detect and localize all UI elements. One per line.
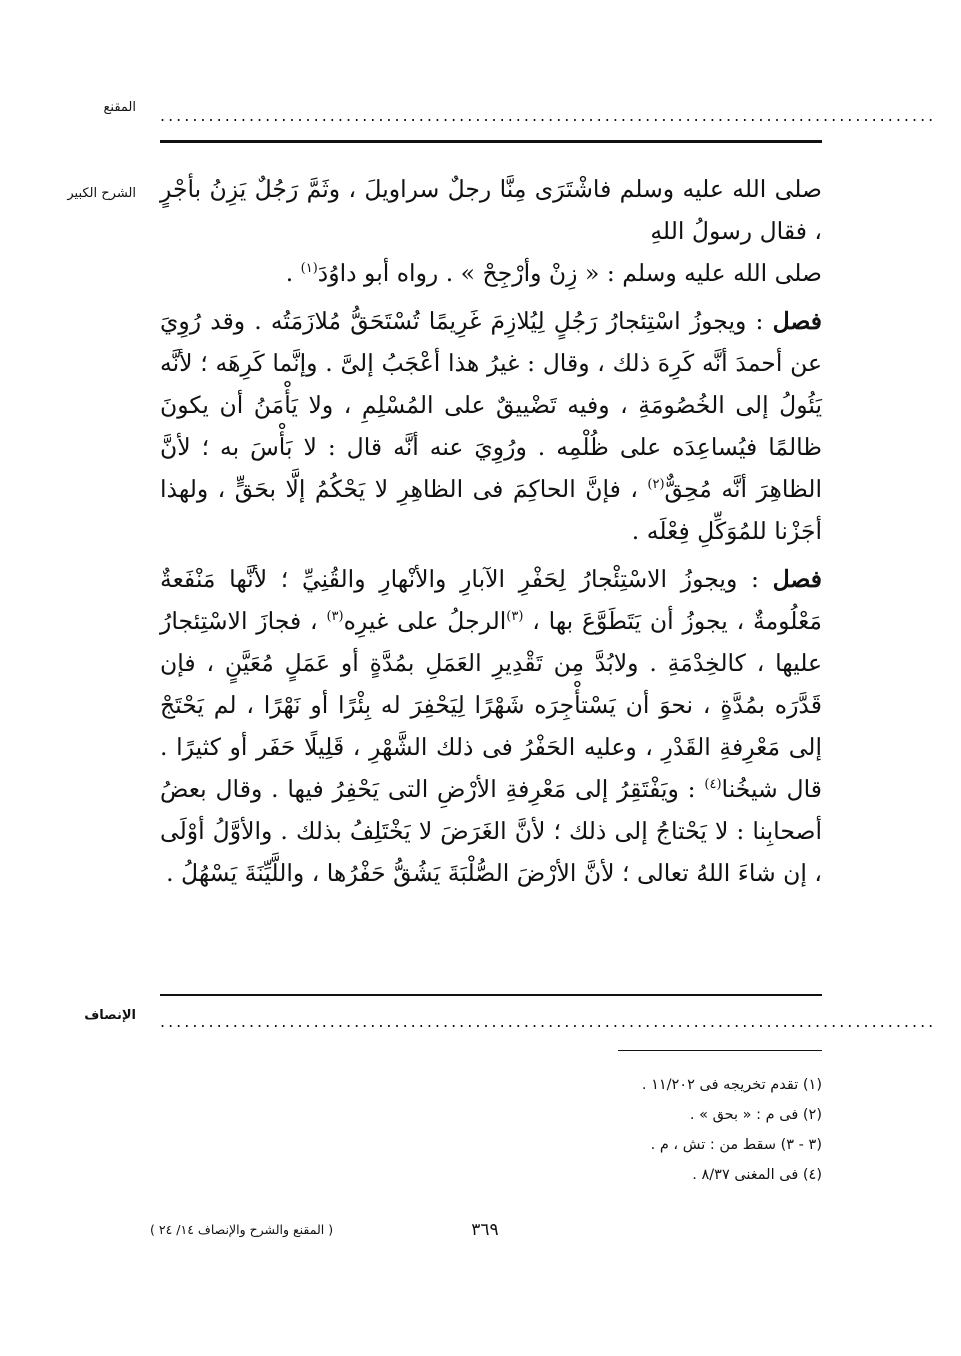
sharh-line-1: صلى الله عليه وسلم فاشْتَرَى مِنَّا رجلٌ سراويلَ ، وثَمَّ رَجُلٌ يَزِنُ بأجْرٍ ، فقال رسولُ اللهِ: [160, 175, 822, 245]
footnote-2: (٢) فى م : « بحق » .: [689, 1107, 822, 1123]
fasl-2-text-b: الرجلُ على غيرِه: [343, 607, 507, 635]
footnote-marker-3-open: (٣): [506, 609, 524, 625]
fasl-1-paragraph: [160, 300, 822, 552]
footnote-separator: [618, 1050, 822, 1051]
fasl-2-text-a: : ويجوزُ الاسْتِئْجارُ لِحَفْرِ الآبارِ والأنْهارِ والقُنِيِّ ؛ لأنَّها مَنْفَعةٌ مَعْلُومةٌ ، يجوزُ أن يَتَطَوَّعَ بها ،: [160, 565, 823, 635]
footnote-marker-4: (٤): [704, 777, 722, 793]
sharh-line-2-text: صلى الله عليه وسلم : « زِنْ وأرْجِحْ » . رواه أبو داوُدَ: [317, 259, 822, 287]
fasl-2-heading: فصل: [772, 565, 822, 593]
footnote-3: (٣ - ٣) سقط من : تش ، م .: [650, 1137, 822, 1153]
fasl-1-text-a: : ويجوزُ اسْتِئجارُ رَجُلٍ لِيُلازِمَ غَرِيمًا تُسْتَحَقُّ مُلازَمَتُه . وقد رُوِيَ عن أحمدَ أنَّه كَرِهَ ذلك ، وقال : غيرُ هذا أعْجَبُ إلىَّ . وإنَّما كَرِهَه ؛ لأنَّه يَئُولُ إلى الخُصُومَةِ ، وفيه تَضْييقٌ على المُسْلِمِ ، ولا يَأْمَنُ أن يكونَ ظالمًا فيُساعِدَه على ظُلْمِه . ورُوِيَ عنه أنَّه قال : لا بَأْسَ به ؛ لأنَّ الظاهِرَ أنَّه مُحِقٌّ: [160, 307, 822, 503]
header-dotted-line: ................................................................................................: [160, 106, 937, 125]
insaf-rule: [160, 994, 822, 996]
fasl-2-text-c: ، فجازَ الاسْتِئجارُ عليها ، كالخِدْمَةِ . ولابُدَّ مِن تَقْدِيرِ العَمَلِ بمُدَّةٍ أو عَمَلٍ مُعَيَّنٍ ، فإن قَدَّرَه بمُدَّةٍ ، نحوَ أن يَسْتأْجِرَه شَهْرًا لِيَحْفِرَ له بِئْرًا أو نَهْرًا ، لم يَحْتَجْ إلى مَعْرِفةِ القَدْرِ ، وعليه الحَفْرُ فى ذلك الشَّهْرِ ، قَلِيلًا حَفَر أو كثيرًا . قال شيخُنا: [160, 607, 823, 803]
sharh-line-2-closing: .: [285, 259, 301, 287]
insaf-label: الإنصاف: [84, 1008, 136, 1023]
footnote-marker-1: (١): [300, 261, 318, 277]
fasl-2-text-d: : ويَفْتَقِرُ إلى مَعْرِفةِ الأرْضِ التى يَحْفِرُ فيها . وقال بعضُ أصحابِنا : لا يَحْتاجُ إلى ذلك ؛ لأنَّ الغَرَضَ لا يَخْتَلِفُ بذلك . والأوَّلُ أوْلَى ، إن شاءَ اللهُ تعالى ؛ لأنَّ الأرْضَ الصُّلْبَةَ يَشُقُّ حَفْرُها ، واللَّيِّنَةَ يَسْهُلُ .: [160, 775, 822, 887]
fasl-2-paragraph: [160, 558, 822, 894]
footnote-marker-2: (٢): [647, 477, 665, 493]
footnotes: [520, 1070, 822, 1190]
volume-reference: ( المقنع والشرح والإنصاف ١٤/ ٢٤ ): [150, 1222, 334, 1237]
footnote-4: (٤) فى المغنى ٨/٣٧ .: [692, 1167, 822, 1183]
insaf-dotted-line: ................................................................................................: [160, 1012, 937, 1031]
muqni-label: المقنع: [103, 100, 136, 115]
main-text: [160, 168, 822, 894]
sharh-label: الشرح الكبير: [67, 186, 136, 201]
header-rule: [160, 140, 822, 143]
fasl-1-text-b: ، فإنَّ الحاكِمَ فى الظاهِرِ لا يَحْكُمُ إلَّا بحَقٍّ ، ولهذا أجَزْنا للمُوَكِّلِ فِعْلَه .: [160, 475, 822, 545]
footnote-1: (١) تقدم تخريجه فى ١١/٢٠٢ .: [641, 1077, 822, 1093]
page-number: ٣٦٩: [471, 1220, 499, 1240]
sharh-line-2: [160, 252, 822, 294]
fasl-1-heading: فصل: [772, 307, 822, 335]
footnote-marker-3-close: (٣): [326, 609, 344, 625]
